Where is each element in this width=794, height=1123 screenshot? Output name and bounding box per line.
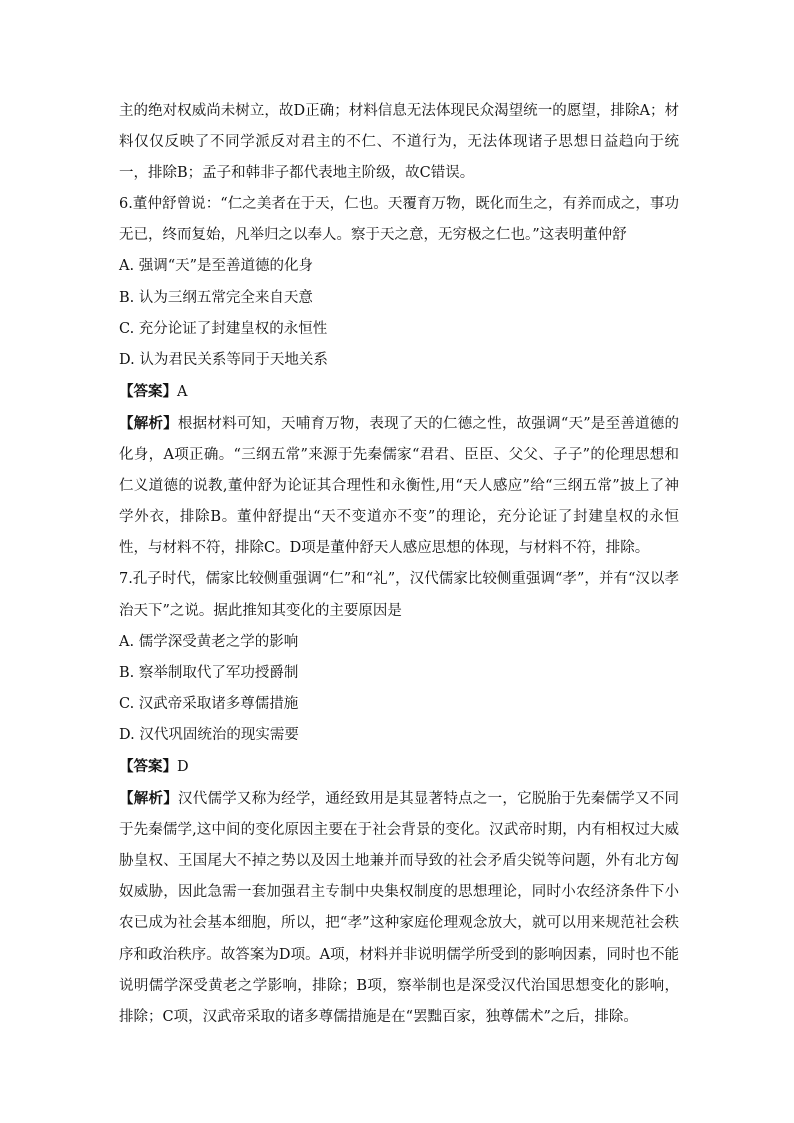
analysis-tag: 【解析】 bbox=[119, 414, 178, 432]
analysis-text: 根据材料可知，天哺育万物，表现了天的仁德之性，故强调“天”是至善道德的化身，A项正确。“三纲五常”来源于先秦儒家“君君、臣臣、父父、子子”的伦理思想和仁义道德的说教,董仲舒为论证其合理性和永衡性,用“天人感应”给“三纲五常”披上了神学外衣，排除B。董仲舒提出“天不变道亦不变”的理论，充分论证了封建皇权的永恒性，与材料不符，排除C。D项是董仲舒天人感应思想的体现，与材料不符，排除。 bbox=[119, 415, 680, 557]
question-6-stem: 6.董仲舒曾说：“仁之美者在于天，仁也。天覆育万物，既化而生之，有养而成之，事功无已，终而复始，凡举归之以奉人。察于天之意，无穷极之仁也。”这表明董仲舒 bbox=[119, 196, 679, 244]
question-6-option-b: B. 认为三纲五常完全来自天意 bbox=[119, 289, 313, 306]
question-7 bbox=[119, 564, 679, 1032]
question-7-analysis bbox=[119, 783, 679, 1033]
answer-tag: 【答案】 bbox=[119, 382, 177, 400]
question-7-option-d: D. 汉代巩固统治的现实需要 bbox=[119, 726, 299, 743]
answer-value: D bbox=[177, 758, 189, 775]
question-6-option-c: C. 充分论证了封建皇权的永恒性 bbox=[119, 320, 328, 337]
question-7-stem: 7.孔子时代，儒家比较侧重强调“仁”和“礼”，汉代儒家比较侧重强调“孝”，并有“汉以孝治天下”之说。据此推知其变化的主要原因是 bbox=[119, 571, 679, 619]
question-7-option-b: B. 察举制取代了军功授爵制 bbox=[119, 664, 299, 681]
question-7-answer bbox=[119, 751, 679, 783]
question-7-option-a: A. 儒学深受黄老之学的影响 bbox=[119, 633, 299, 650]
question-7-option-c: C. 汉武帝采取诸多尊儒措施 bbox=[119, 695, 299, 712]
question-6-answer bbox=[119, 376, 679, 408]
question-6 bbox=[119, 189, 679, 564]
question-6-analysis bbox=[119, 408, 679, 564]
document-page bbox=[119, 96, 679, 1033]
analysis-tag: 【解析】 bbox=[119, 790, 178, 808]
lead-paragraph: 主的绝对权威尚未树立，故D正确；材料信息无法体现民众渴望统一的愿望，排除A；材料仅仅反映了不同学派反对君主的不仁、不道行为，无法体现诸子思想日益趋向于统一，排除B；孟子和韩非子都代表地主阶级，故C错误。 bbox=[119, 103, 679, 182]
answer-value: A bbox=[177, 383, 188, 400]
analysis-text: 汉代儒学又称为经学，通经致用是其显著特点之一，它脱胎于先秦儒学又不同于先秦儒学,这中间的变化原因主要在于社会背景的变化。汉武帝时期，内有相权过大威胁皇权、王国尾大不掉之势以及因土地兼并而导致的社会矛盾尖锐等问题，外有北方匈奴威胁，因此急需一套加强君主专制中央集权制度的思想理论，同时小农经济条件下小农已成为社会基本细胞，所以，把“孝”这种家庭伦理观念放大，就可以用来规范社会秩序和政治秩序。故答案为D项。A项，材料并非说明儒学所受到的影响因素，同时也不能说明儒学深受黄老之学影响，排除；B项，察举制也是深受汉代治国思想变化的影响，排除；C项，汉武帝采取的诸多尊儒措施是在“罢黜百家，独尊儒术”之后，排除。 bbox=[119, 791, 680, 1025]
question-6-option-d: D. 认为君民关系等同于天地关系 bbox=[119, 351, 328, 368]
question-6-option-a: A. 强调“天”是至善道德的化身 bbox=[119, 258, 314, 275]
answer-tag: 【答案】 bbox=[119, 757, 177, 775]
